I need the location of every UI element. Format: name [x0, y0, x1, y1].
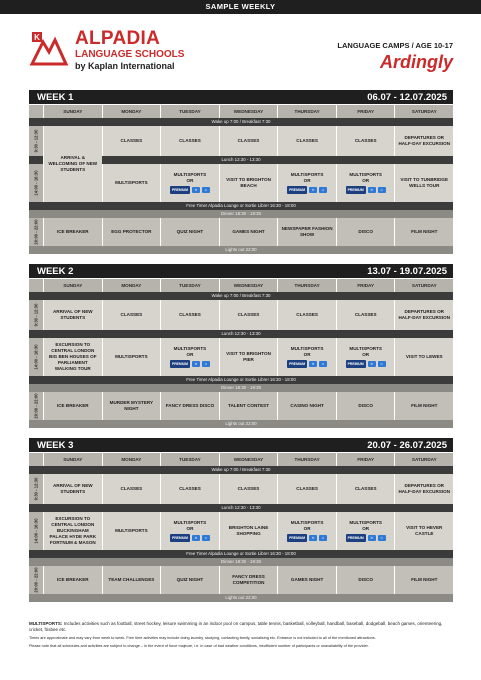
day-header-2: TUESDAY [160, 105, 219, 118]
time-text: 14:00 - 16:30 [33, 518, 39, 544]
wave-icon: ≈ [309, 361, 317, 367]
time-label-afternoon [29, 164, 43, 202]
morning-row [29, 300, 453, 330]
premium-option [346, 534, 386, 542]
activity-cell: DEPARTURES OR HALF-DAY EXCURSION [394, 474, 453, 504]
week-title: WEEK 3 [37, 440, 74, 451]
activity-text: MULTISPORTS [173, 520, 207, 525]
footnotes [29, 621, 453, 649]
time-label-evening [29, 566, 43, 594]
free-time-band: Free Time! Alpadia Lounge or Sortie Libre! 16:30 - 18:00 [29, 202, 453, 210]
activity-text: MULTISPORTS [349, 346, 382, 351]
wave-icon: ≈ [309, 535, 317, 541]
activity-cell: EXCURSION TO CENTRAL LONDON BIG BEN HOUSES OF PARLIAMENT WALKING TOUR [43, 338, 102, 376]
multisports-premium-cell [170, 520, 210, 542]
activity-cell: MULTISPORTS [102, 164, 161, 202]
svg-text:K: K [34, 33, 40, 42]
week-dates: 06.07 - 12.07.2025 [367, 92, 447, 103]
activity-cell: EXCURSION TO CENTRAL LONDON BUCKINGHAM PALACE HYDE PARK FORTNUM & MASON [43, 512, 102, 550]
wave-icon: ≈ [368, 187, 376, 193]
lunch-band: Lunch 12:30 - 13:30 [29, 330, 453, 338]
day-header-1: MONDAY [102, 279, 161, 292]
or-text: OR [362, 178, 370, 183]
activity-cell: CLASSES [219, 300, 278, 330]
evening-activity-cell: FILM NIGHT [394, 566, 453, 594]
sunday-merged-cell: ARRIVAL & WELCOMING OF NEW STUDENTS [43, 126, 102, 202]
activity-cell: DEPARTURES OR HALF-DAY EXCURSION [394, 126, 453, 156]
time-text: 20:00 - 22:00 [33, 393, 39, 419]
evening-activity-cell: GAMES NIGHT [219, 218, 278, 246]
evening-activity-cell: FANCY DRESS DISCO [160, 392, 219, 420]
activity-cell [160, 164, 219, 202]
logo-brand-text: ALPADIA [75, 28, 161, 49]
evening-activity-cell: ICE BREAKER [43, 218, 102, 246]
days-spacer [29, 453, 43, 466]
evening-row [29, 392, 453, 420]
evening-activity-cell: CASINO NIGHT [277, 392, 336, 420]
multisports-premium-cell [170, 172, 210, 194]
time-label-morning [29, 474, 43, 504]
activity-cell: MULTISPORTS [102, 338, 161, 376]
premium-badge: PREMIUM [289, 188, 306, 192]
days-spacer [29, 105, 43, 118]
evening-row [29, 566, 453, 594]
day-header-0: SUNDAY [43, 279, 102, 292]
swim-icon: ☼ [378, 535, 386, 541]
logo-byline: by Kaplan International [75, 61, 175, 71]
activity-cell: ARRIVAL OF NEW STUDENTS [43, 300, 102, 330]
premium-badge: PREMIUM [289, 362, 306, 366]
or-text: OR [186, 526, 194, 531]
lunch-band: Lunch 12:30 - 13:30 [29, 504, 453, 512]
activity-cell: CLASSES [160, 474, 219, 504]
morning-afternoon-block [29, 474, 453, 550]
day-header-1: MONDAY [102, 453, 161, 466]
evening-activity-cell: EGG PROTECTOR [102, 218, 161, 246]
activity-cell [336, 512, 395, 550]
morning-afternoon-block [29, 126, 453, 202]
activity-cell: VISIT TO TUNBRIDGE WELLS TOUR [394, 164, 453, 202]
swim-icon: ☼ [319, 187, 327, 193]
activity-cell: MULTISPORTS [102, 512, 161, 550]
days-spacer [29, 279, 43, 292]
time-text: 20:00 - 22:00 [33, 567, 39, 593]
afternoon-row [29, 512, 453, 550]
activity-text: MULTISPORTS [290, 172, 324, 177]
week-dates: 13.07 - 19.07.2025 [367, 266, 447, 277]
multisports-premium-cell [346, 520, 386, 542]
evening-row [29, 218, 453, 246]
multisports-premium-cell [346, 346, 386, 368]
premium-option [287, 360, 327, 368]
activity-cell: ARRIVAL OF NEW STUDENTS [43, 474, 102, 504]
activity-cell: DEPARTURES OR HALF-DAY EXCURSION [394, 300, 453, 330]
evening-activity-cell: TEAM CHALLENGES [102, 566, 161, 594]
activity-cell: BRIGHTON LAINE SHOPPING [219, 512, 278, 550]
day-header-5: FRIDAY [336, 279, 395, 292]
free-time-band: Free Time! Alpadia Lounge or Sortie Libre! 16:30 - 18:00 [29, 550, 453, 558]
or-text: OR [303, 526, 311, 531]
free-time-band: Free Time! Alpadia Lounge or Sortie Libre! 16:30 - 18:00 [29, 376, 453, 384]
activity-cell: CLASSES [336, 474, 395, 504]
premium-option [170, 186, 210, 194]
wave-icon: ≈ [368, 361, 376, 367]
activity-text: MULTISPORTS [349, 172, 382, 177]
time-text: 20:00 - 22:00 [33, 219, 39, 245]
time-text: 9:30 - 12:30 [33, 477, 39, 501]
lights-out-band: Lights out 22:00 [29, 420, 453, 428]
week-2-table [29, 264, 453, 428]
day-header-3: WEDNESDAY [219, 279, 278, 292]
wave-icon: ≈ [192, 535, 200, 541]
evening-activity-cell: GAMES NIGHT [277, 566, 336, 594]
week-header [29, 264, 453, 278]
multisports-premium-cell [287, 520, 327, 542]
time-label-morning [29, 300, 43, 330]
activity-text: MULTISPORTS [290, 520, 324, 525]
activity-cell: VISIT TO LEWES [394, 338, 453, 376]
activity-cell: CLASSES [160, 300, 219, 330]
week-header [29, 438, 453, 452]
mountain-logo-icon [29, 30, 69, 66]
day-header-2: TUESDAY [160, 279, 219, 292]
camp-label: LANGUAGE CAMPS / AGE 10-17 [337, 41, 453, 50]
evening-activity-cell: DISCO [336, 566, 395, 594]
time-label-evening [29, 218, 43, 246]
activity-cell: CLASSES [160, 126, 219, 156]
evening-activity-cell: DISCO [336, 218, 395, 246]
week-3-table [29, 438, 453, 602]
premium-badge: PREMIUM [171, 362, 188, 366]
or-text: OR [303, 178, 311, 183]
premium-option [287, 186, 327, 194]
multisports-premium-cell [170, 346, 210, 368]
premium-badge: PREMIUM [289, 536, 306, 540]
or-text: OR [186, 352, 194, 357]
week-header [29, 90, 453, 104]
multisports-premium-cell [287, 346, 327, 368]
premium-option [170, 360, 210, 368]
time-text: 9:30 - 12:30 [33, 129, 39, 153]
or-text: OR [362, 526, 370, 531]
time-text: 14:00 - 16:30 [33, 344, 39, 370]
lights-out-band: Lights out 22:00 [29, 246, 453, 254]
activity-cell: CLASSES [102, 300, 161, 330]
swim-icon: ☼ [202, 361, 210, 367]
premium-option [346, 186, 386, 194]
activity-cell [277, 512, 336, 550]
wakeup-band: Wake up 7:00 / Breakfast 7:30 [29, 292, 453, 300]
day-header-4: THURSDAY [277, 279, 336, 292]
day-header-6: SATURDAY [394, 453, 453, 466]
activity-text: MULTISPORTS [173, 346, 207, 351]
activity-text: MULTISPORTS [349, 520, 382, 525]
evening-activity-cell: TALENT CONTEST [219, 392, 278, 420]
evening-activity-cell: DISCO [336, 392, 395, 420]
morning-afternoon-block [29, 300, 453, 376]
activity-cell [336, 164, 395, 202]
evening-activity-cell: FILM NIGHT [394, 392, 453, 420]
day-header-4: THURSDAY [277, 105, 336, 118]
day-header-0: SUNDAY [43, 453, 102, 466]
evening-activity-cell: FILM NIGHT [394, 218, 453, 246]
premium-badge: PREMIUM [347, 362, 364, 366]
day-header-5: FRIDAY [336, 453, 395, 466]
activity-cell [160, 338, 219, 376]
activity-cell: CLASSES [336, 126, 395, 156]
multisports-premium-cell [287, 172, 327, 194]
swim-icon: ☼ [202, 187, 210, 193]
day-header-0: SUNDAY [43, 105, 102, 118]
premium-badge: PREMIUM [171, 536, 188, 540]
week-1-table [29, 90, 453, 254]
evening-activity-cell: ICE BREAKER [43, 566, 102, 594]
or-text: OR [186, 178, 194, 183]
swim-icon: ☼ [319, 361, 327, 367]
activity-cell: CLASSES [102, 474, 161, 504]
or-text: OR [362, 352, 370, 357]
multisports-premium-cell [346, 172, 386, 194]
lights-out-band: Lights out 22:00 [29, 594, 453, 602]
activity-cell [277, 338, 336, 376]
camp-city: Ardingly [379, 52, 453, 72]
wave-icon: ≈ [192, 187, 200, 193]
morning-row [29, 474, 453, 504]
sample-weekly-banner: SAMPLE WEEKLY [0, 0, 481, 14]
evening-activity-cell: MURDER MYSTERY NIGHT [102, 392, 161, 420]
activity-cell: CLASSES [102, 126, 161, 156]
days-header [29, 453, 453, 466]
day-header-4: THURSDAY [277, 453, 336, 466]
evening-activity-cell: QUIZ NIGHT [160, 566, 219, 594]
activity-cell [277, 164, 336, 202]
wave-icon: ≈ [309, 187, 317, 193]
activity-text: MULTISPORTS [173, 172, 207, 177]
time-label-afternoon [29, 338, 43, 376]
disclaimer-1: Times are approximate and may vary from week to week. Free time activities may include doing laundry, studying, contacting family, socialising etc. Entrance is not included to all of the mentioned attractions. [29, 636, 376, 640]
week-title: WEEK 2 [37, 266, 74, 277]
day-header-1: MONDAY [102, 105, 161, 118]
evening-activity-cell: QUIZ NIGHT [160, 218, 219, 246]
activity-cell: CLASSES [277, 126, 336, 156]
premium-option [346, 360, 386, 368]
time-text: 14:00 - 16:30 [33, 170, 39, 196]
dinner-band: Dinner 18:30 - 19:30 [29, 558, 453, 566]
days-header [29, 279, 453, 292]
dinner-band: Dinner 18:30 - 19:30 [29, 384, 453, 392]
activity-cell: CLASSES [219, 126, 278, 156]
activity-cell [160, 512, 219, 550]
time-label-morning [29, 126, 43, 156]
swim-icon: ☼ [378, 187, 386, 193]
evening-activity-cell: FANCY DRESS COMPETITION [219, 566, 278, 594]
activity-cell: CLASSES [277, 474, 336, 504]
day-header-6: SATURDAY [394, 105, 453, 118]
day-header-5: FRIDAY [336, 105, 395, 118]
wave-icon: ≈ [368, 535, 376, 541]
evening-activity-cell: ICE BREAKER [43, 392, 102, 420]
days-header [29, 105, 453, 118]
alpadia-logo [29, 28, 189, 76]
activity-cell: VISIT TO BRIGHTON PIER [219, 338, 278, 376]
premium-option [287, 534, 327, 542]
activity-text: MULTISPORTS [290, 346, 324, 351]
premium-option [170, 534, 210, 542]
disclaimer-2: Please note that all schedules and activities are subject to change – in the event of force majeure, i.e. in case of bad weather conditions, insufficient number of participants or unavailability of the provider. [29, 644, 369, 648]
week-title: WEEK 1 [37, 92, 74, 103]
day-header-3: WEDNESDAY [219, 105, 278, 118]
time-label-evening [29, 392, 43, 420]
or-text: OR [303, 352, 311, 357]
activity-cell [336, 338, 395, 376]
wakeup-band: Wake up 7:00 / Breakfast 7:30 [29, 466, 453, 474]
swim-icon: ☼ [378, 361, 386, 367]
activity-cell: CLASSES [336, 300, 395, 330]
lunch-band: Lunch 12:30 - 13:30 [29, 156, 453, 164]
premium-badge: PREMIUM [171, 188, 188, 192]
day-header-3: WEDNESDAY [219, 453, 278, 466]
swim-icon: ☼ [202, 535, 210, 541]
premium-badge: PREMIUM [347, 536, 364, 540]
multisports-note-label: MULTISPORTS: [29, 621, 63, 626]
multisports-note-text: Includes activities such as football, street hockey, leisure swimming in an indoor pool on campus, table tennis, basketball, volleyball, handball, baseball, dodgeball, beach games, orienteering, cricket, frisbee etc. [29, 621, 443, 632]
day-header-2: TUESDAY [160, 453, 219, 466]
premium-badge: PREMIUM [347, 188, 364, 192]
afternoon-row [29, 338, 453, 376]
time-text: 9:30 - 12:30 [33, 303, 39, 327]
activity-cell: VISIT TO BRIGHTON BEACH [219, 164, 278, 202]
activity-cell: CLASSES [219, 474, 278, 504]
wave-icon: ≈ [192, 361, 200, 367]
week-dates: 20.07 - 26.07.2025 [367, 440, 447, 451]
evening-activity-cell: NEWSPAPER FASHION SHOW [277, 218, 336, 246]
day-header-6: SATURDAY [394, 279, 453, 292]
logo-subtitle: LANGUAGE SCHOOLS [75, 49, 185, 60]
activity-cell: VISIT TO HEVER CASTLE [394, 512, 453, 550]
activity-cell: CLASSES [277, 300, 336, 330]
dinner-band: Dinner 18:30 - 19:30 [29, 210, 453, 218]
time-label-afternoon [29, 512, 43, 550]
swim-icon: ☼ [319, 535, 327, 541]
wakeup-band: Wake up 7:00 / Breakfast 7:30 [29, 118, 453, 126]
